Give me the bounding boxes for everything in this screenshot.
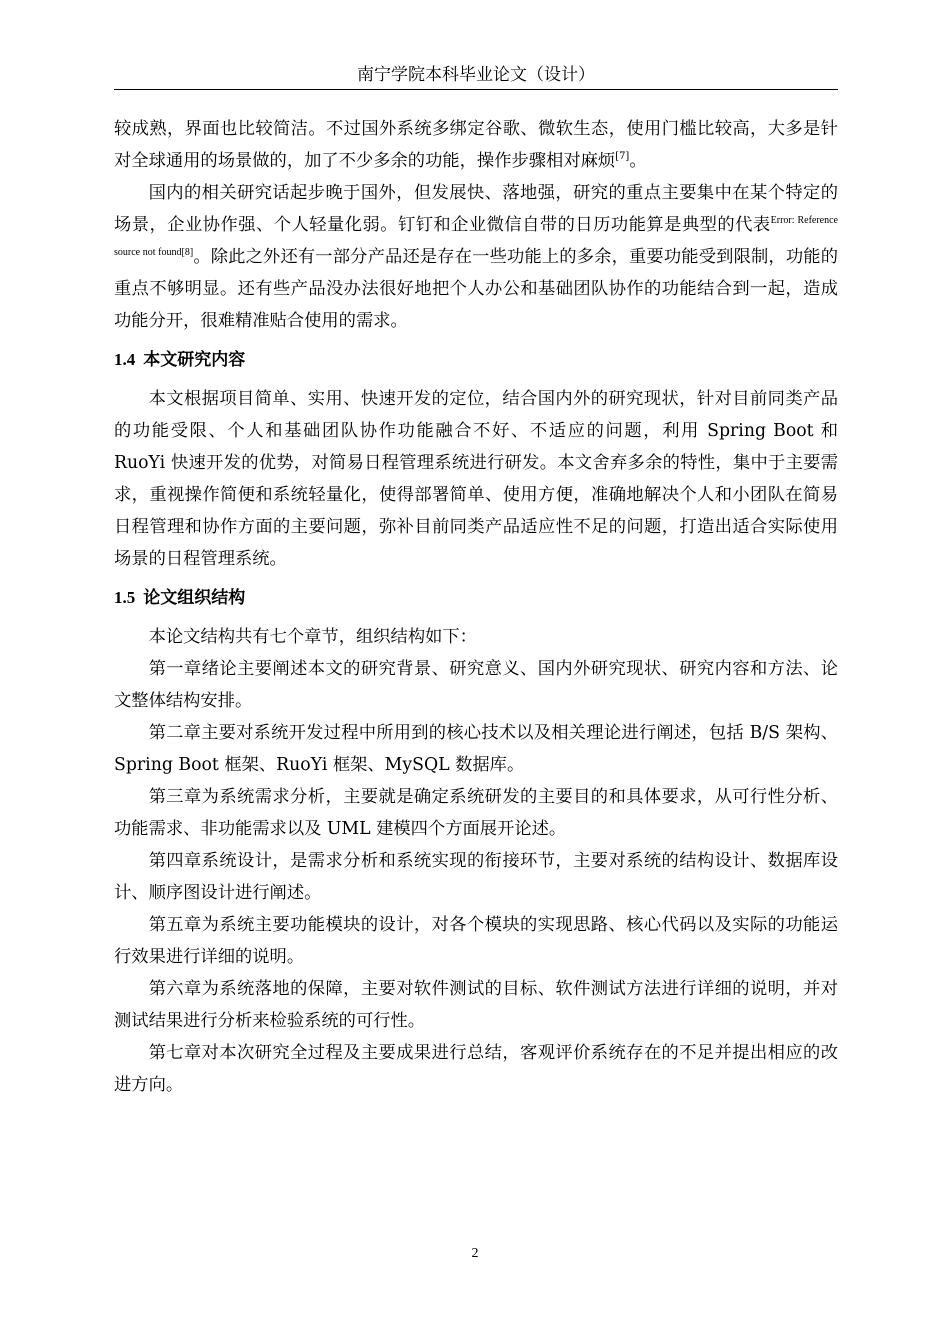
paragraph-chapter-1: 第一章绪论主要阐述本文的研究背景、研究意义、国内外研究现状、研究内容和方法、论文整体结构安排。	[114, 659, 838, 711]
section-number: 1.5	[114, 588, 136, 607]
paragraph-continued	[114, 113, 838, 177]
citation[interactable]: [7]	[615, 151, 630, 163]
paragraph-chapter-2: 第二章主要对系统开发过程中所用到的核心技术以及相关理论进行阐述，包括 B/S 架构、Spring Boot 框架、RuoYi 框架、MySQL 数据库。	[114, 723, 838, 775]
paragraph-end: 。	[629, 151, 647, 171]
paragraph-chapter-5: 第五章为系统主要功能模块的设计，对各个模块的实现思路、核心代码以及实际的功能运行效果进行详细的说明。	[114, 915, 838, 967]
section-title: 本文研究内容	[143, 350, 246, 369]
paragraph-chapter-6: 第六章为系统落地的保障，主要对软件测试的目标、软件测试方法进行详细的说明，并对测试结果进行分析来检验系统的可行性。	[114, 979, 838, 1031]
paragraph-chapter-3: 第三章为系统需求分析，主要就是确定系统研发的主要目的和具体要求，从可行性分析、功能需求、非功能需求以及 UML 建模四个方面展开论述。	[114, 787, 838, 839]
section-title: 论文组织结构	[143, 588, 246, 607]
paragraph-domestic-research	[114, 177, 838, 337]
header-rule	[114, 89, 838, 90]
paragraph-text: 较成熟，界面也比较简洁。不过国外系统多绑定谷歌、微软生态，使用门槛比较高，大多是针对全球通用的场景做的，加了不少多余的功能，操作步骤相对麻烦	[114, 119, 838, 171]
paragraph-text-end: 。除此之外还有一部分产品还是存在一些功能上的多余，重要功能受到限制，功能的重点不够明显。还有些产品没办法很好地把个人办公和基础团队协作的功能结合到一起，造成功能分开，很难精准贴合使用的需求。	[114, 247, 838, 331]
paragraph-research-content: 本文根据项目简单、实用、快速开发的定位，结合国内外的研究现状，针对目前同类产品的功能受限、个人和基础团队协作功能融合不好、不适应的问题，利用 Spring Boot 和 RuoYi 快速开发的优势，对简易日程管理系统进行研发。本文舍弃多余的特性，集中于主要需求，重视操作简便和系统轻量化，使得部署简单、使用方便，准确地解决个人和小团队在简易日程管理和协作方面的主要问题，弥补目前同类产品适应性不足的问题，打造出适合实际使用场景的日程管理系统。	[114, 389, 839, 569]
section-heading-1-4	[114, 344, 838, 376]
section-heading-1-5	[114, 582, 838, 614]
paragraph-chapter-4: 第四章系统设计，是需求分析和系统实现的衔接环节，主要对系统的结构设计、数据库设计、顺序图设计进行阐述。	[114, 851, 838, 903]
paragraph-chapter-7: 第七章对本次研究全过程及主要成果进行总结，客观评价系统存在的不足并提出相应的改进方向。	[114, 1043, 838, 1095]
reference-error[interactable]: Error: Reference source not found[8]	[114, 215, 838, 259]
running-header: 南宁学院本科毕业论文（设计）	[357, 65, 595, 85]
page-number: 2	[471, 1246, 479, 1261]
section-number: 1.4	[114, 350, 136, 369]
paragraph-text: 国内的相关研究话起步晚于国外，但发展快、落地强，研究的重点主要集中在某个特定的场景，企业协作强、个人轻量化弱。钉钉和企业微信自带的日历功能算是典型的代表	[114, 183, 838, 235]
paragraph-structure-intro: 本论文结构共有七个章节，组织结构如下：	[148, 627, 477, 647]
page-body	[114, 113, 838, 1101]
